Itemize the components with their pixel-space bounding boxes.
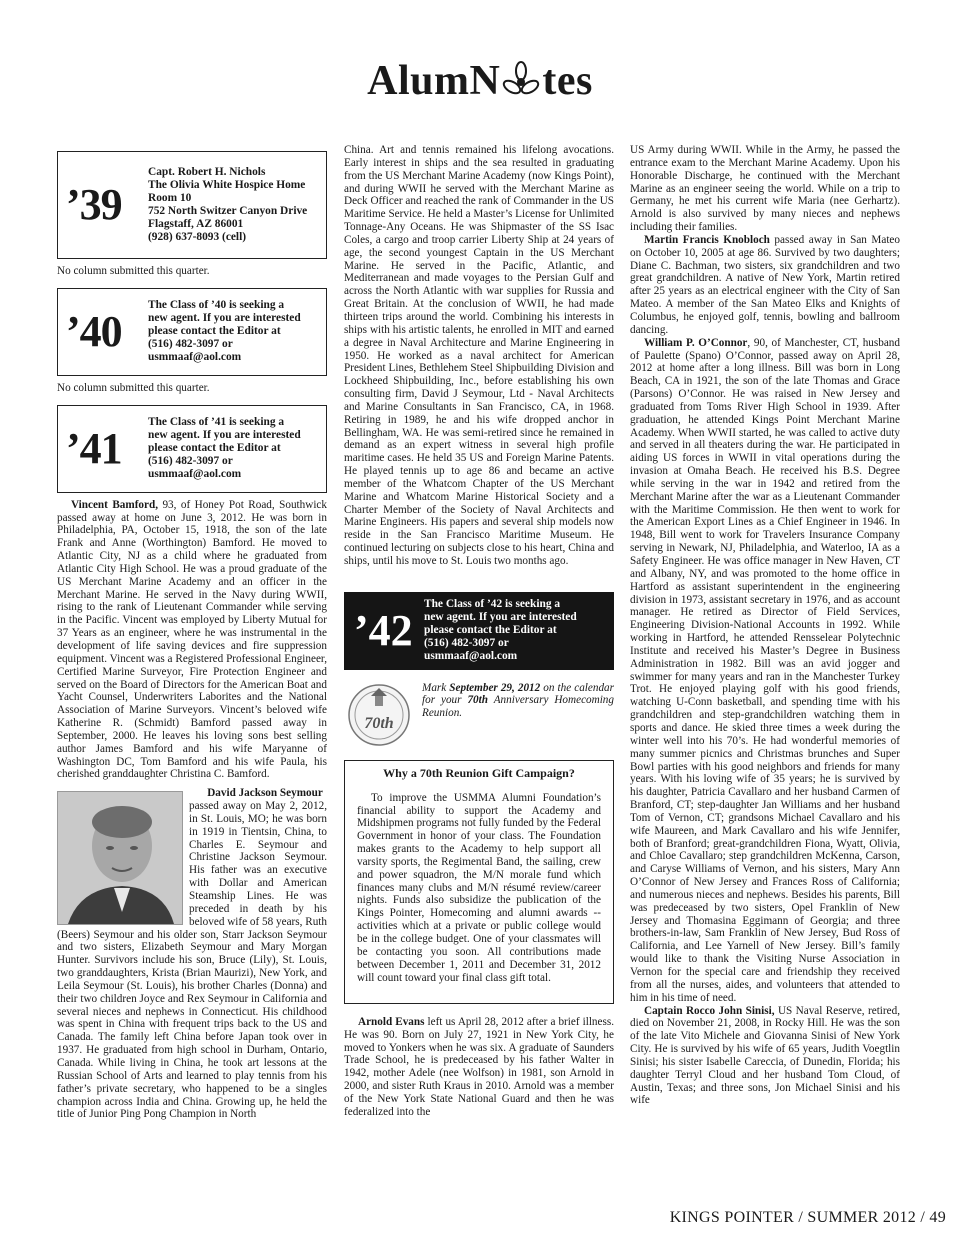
obituary-text: US Naval Reserve, retired, died on November 21, 2008, in Rocky Hill. He was the son of the late Vito Michele and Giovanna Sinisi of New York City. He is survived by his wife of 65 years, Judith Voegtlin Sinisi; his sister Isabelle Careccia, of Dunedin, Florida; his daughter Terryl Cloud and her husband Tom Cloud, of Austin, Texas; and three sons, Jon Michael Sinisi and his wife <box>630 1004 900 1107</box>
reunion-note-text: Mark <box>422 681 450 694</box>
agent-line: The Olivia White Hospice Home <box>148 179 306 191</box>
column-1 <box>57 144 327 1121</box>
column-2 <box>344 144 614 1119</box>
obituary-name: Arnold Evans <box>358 1015 425 1028</box>
obituary-seymour <box>57 781 327 1121</box>
agent-line: usmmaaf@aol.com <box>148 351 242 364</box>
obituary-text: 93, of Honey Pot Road, Southwick passed away at home on June 3, 2012. He was born in Philadelphia, PA, October 15, 1918, the son of the late Frank and Anne (Worthington) Bamford. He moved to Atlantic City, NJ as a child where he graduated from Atlantic City High School. He was a proud graduate of the US Merchant Marine Academy and an officer in the Merchant Marine. He served in the Navy during WWII, rising to the rank of Lieutenant Commander while serving in the Pacific. Vincent was employed by Liberty Mutual for 37 Years as an engineer, where he was instrumental in the development of life saving devices and fire suppression equipment. Vincent was a Registered Professional Engineer, Certified Marine Surveyor, Fire Protection Engineer and served on the Board of Directors for the American Boat and Yacht Counsel, Underwriters Laborites and the National Association of Marine Surveyors. Vincent’s beloved wife Katherine R. (Schmidt) Bamford passed away in September, 2000. He leaves his loving sons best selling author James Bamford and his wife Maryanne of Washington DC, Tom Bamford and his wife Paula, his cherished granddaughter Christina C. Bamford. <box>57 498 327 781</box>
agent-line: usmmaaf@aol.com <box>424 650 518 663</box>
obituary-text: , 90, of Manchester, CT, husband of Paulette (Spano) O’Connor, passed away on April 28, 2012 at home after a long illness. Bill was born in Long Beach, CA in 1921, the son of the late Thomas and Grace (Parsons) O’Connor. He was raised in New Jersey and graduated from Toms River High School in 1939. After graduation, he attended Kings Point Merchant Marine Academy. When WWII started, he was called to active duty and served in all theaters during the war. He participated in aiding US forces in WWII in vital operations during the invasion at Omaha Beach. He received his B.S. Degree while serving in the war in 1942 and retired from the Merchant Marine after the war as a Lieutenant Commander with the Maritime Commission. He then went to work for the American Export Lines as a Chief Engineer in 1946. In 1948, Bill went to work for Travelers Insurance Company serving in Newark, NJ, Philadelphia, and Waterloo, IA as a Safety Engineer. He was office manager in New Haven, CT and Albany, NY, and was promoted to the home office in Hartford as assistant superintendent in the engineering division in 1973, assistant secretary in 1976, and as account manager. He retired as Director of Field Services, Engineering Division-National Accounts in 1992. While working in Hartford, he attended Rensselear Polytechnic Institute and received his Master’s Degree in Business Administration in 1982. Bill was an avid jogger and swimmer for many years and ran in the Manchester Turkey Trot. He enjoyed playing golf with his good friends, watching U-Conn basketball, and spending time with his grandchildren and step-grandchildren watching them in sports and dance. He skied three times a week during the winter well into his 70’s. He had wonderful memories of many summer picnics and Christmas brunches and Super Bowl parties with his good neighbors and friends for many years. With his loving wife of 35 years; he is survived by his daughter, Patricia Cavallaro and her husband Carmen of Branford, CT; step-daughter Jan Williams and her husband Tom of Vernon, CT; grandsons Michael Cavallaro and his wife Maureen, and Mark Cavallaro and his wife Jennifer, both of Branford; great-grandchildren Fiona, Wyatt, Olivia, and Chloe Cavallaro; step grandchildren McKenna, Carson, and Caryse Williams of Vernon, and his sisters, Mary Ann O’Connor of New Jersey and Frances Ross of California; and numerous nieces and nephews. Besides his parents, Bill was predeceased by two sisters, Opel Franklin of New Jersey and Thomasina Eggimann of Georgia; and three brothers-in-law, Sam Franklin of New Jersey, Bud Ross of California, and Lee Yarnell of New Jersey. Bill’s family would like to thank the Visiting Nurse Association in Vernon for the special care and friendship they received from all the nurses, aides, and volunteers that attended to him in his time of need. <box>630 336 900 1004</box>
agent-line: please contact the Editor at <box>148 325 281 338</box>
gift-campaign-box <box>344 760 614 1004</box>
agent-line: new agent. If you are interested <box>424 611 577 624</box>
seymour-portrait-photo <box>57 791 183 925</box>
class-year: ’42 <box>354 605 413 655</box>
column-3 <box>630 144 900 1107</box>
obituary-evans <box>344 1016 614 1119</box>
obituary-text: China. Art and tennis remained his lifelong avocations. Early interest in ships and the sea resulted in graduating from the US Merchant Marine Academy (now Kings Point), and during WWII he served with the Merchant Marine as Deck Officer and reached the rank of Commander in the US Maritime Service. He held a Master’s License for Unlimited Tonnage-Any Oceans. He was Shipmaster of the SS Isac Coles, a cargo and troop carrier Liberty Ship at 24 years of age, the second youngest Captain in the US Merchant Marine. He served in the Pacific, Atlantic, and Mediterranean and made voyages to the Persian Gulf and across the North Atlantic with war supplies for Russia and Great Britain. At the conclusion of WWII, he had made thirteen trips around the world. Combining his interests in ships with his artistic talents, he enrolled in MIT and earned a degree in Naval Architecture and Marine Engineering in 1950. He worked as a naval architect for American President Lines, Bethlehem Steel Shipbuilding Division and Lockheed Shipbuilding, Inc., before establishing his own consulting firm, David J Seymour, Ltd - Naval Architects and Marine Consultants in San Francisco, CA, in 1968. Retiring in 1989, he and his wife dropped anchor in Bellingham, WA. He was semi-retired since he remained in demand as an expert witness in several high profile maritime cases. He held 35 US and Foreign Marine Patents. He played tennis up to age 86 and became an active member of the Whatcom Chapter of the US Merchant Marine and Whatcom Marine Historical Society and a Charter Member of the Society of Naval Architects and Marine Engineers. His papers and several ship models now reside in the San Francisco Maritime Museum. He continued lecturing on subjects close to his heart, China and ships, until his move to St. Louis two months ago. <box>344 144 614 567</box>
reunion-anniversary: 70th <box>467 694 488 707</box>
agent-line: please contact the Editor at <box>424 624 557 637</box>
agent-line: usmmaaf@aol.com <box>148 468 242 481</box>
class-40-box <box>57 288 327 376</box>
class-39-box <box>57 151 327 259</box>
obituary-name: Vincent Bamford, <box>71 498 158 511</box>
class-42-box <box>344 592 614 670</box>
obituary-text: passed away on May 2, 2012, in St. Louis, MO; he was born in 1919 in Tientsin, China, to Charles E. Seymour and Christine Jackson Seymour. His father was an executive with Dollar and American Steamship Lines. He was preceded in death by his beloved wife of 58 years, Ruth (Beers) Seymour and his older son, Starr Jackson Seymour and two sisters, Elizabeth Seymour and Mary Morgan Hunter. Survivors include his son, Bruce (Lily), St. Louis, two granddaughters, Krista (Brian Maurizi), New York, and Leila Seymour (St. Louis), his brother Charles (Donna) and their two children Joyce and Rex Seymour in California and several nieces and nephews in Connecticut. His childhood was spent in China with frequent trips back to the US and Canada. The family left China before Japan took over in 1937. He graduated from high school in Durham, Ontario, Canada. While living in China, he took art lessons at the Russian School of Arts and learned to play tennis from his father’s private secretary, who happened to be a singles champion across India and China. Growing up, he held the title of Junior Ping Pong Champion in North <box>57 800 327 1121</box>
agent-line: Capt. Robert H. Nichols <box>148 166 266 178</box>
class-agent-info <box>148 416 301 481</box>
obituary-name: Martin Francis Knobloch <box>644 233 770 246</box>
agent-line: new agent. If you are interested <box>148 312 301 325</box>
obituary-text: left us April 28, 2012 after a brief illness. He was 90. Born on July 27, 1921 in New York City, he moved to Yonkers when he was six. A graduate of Saunders Trade School, he is predeceased by his father Walter in 1942, mother Adele (nee Wolfson) in 1981, son Arnold in 2000, and sister Ruth Kraus in 2010. Arnold was a member of the New York State National Guard and then he was federalized into the <box>344 1015 614 1118</box>
class-agent-info <box>424 598 577 663</box>
no-column-note: No column submitted this quarter. <box>57 265 210 277</box>
portrait-icon <box>58 792 182 924</box>
anniversary-seal-icon <box>344 682 414 748</box>
agent-line: (928) 637-8093 (cell) <box>148 231 247 243</box>
masthead-title <box>0 56 960 106</box>
obituary-bamford <box>57 499 327 782</box>
obituary-knobloch <box>630 234 900 337</box>
obituary-oconnor <box>630 337 900 1005</box>
class-agent-info <box>148 299 301 364</box>
obituary-name: Captain Rocco John Sinisi, <box>644 1004 775 1017</box>
reunion-note <box>422 682 614 720</box>
obituary-text: US Army during WWII. While in the Army, he passed the entrance exam to the Merchant Marine Academy. Upon his Honorable Discharge, he continued with the Merchant Marine as an engineer seeing the world. While on a trip to Germany, he met his current wife Maria (nee Gerhartz). Arnold is also survived by many nieces and nephews including their families. <box>630 144 900 234</box>
reunion-note-text: on the calendar for your <box>422 681 615 707</box>
class-agent-info <box>148 166 307 244</box>
reunion-note-text: Anniversary Homecoming Reunion. <box>422 694 614 720</box>
agent-line: (516) 482-3097 or <box>424 637 509 650</box>
page-footer: KINGS POINTER / SUMMER 2012 / 49 <box>669 1209 946 1226</box>
reunion-notice <box>344 682 614 748</box>
agent-line: new agent. If you are interested <box>148 429 301 442</box>
no-column-note: No column submitted this quarter. <box>57 381 210 394</box>
obituary-name: William P. O’Connor <box>644 336 748 349</box>
reunion-date: September 29, 2012 <box>449 681 541 694</box>
obituary-sinisi <box>630 1005 900 1108</box>
masthead-right: tes <box>542 58 593 104</box>
gift-campaign-title: Why a 70th Reunion Gift Campaign? <box>383 765 575 780</box>
agent-line: Flagstaff, AZ 86001 <box>148 218 244 230</box>
agent-line: Room 10 <box>148 192 192 204</box>
class-year: ’40 <box>66 306 122 356</box>
agent-line: The Class of ’40 is seeking a <box>148 299 285 312</box>
agent-line: The Class of ’42 is seeking a <box>424 598 561 611</box>
class-year: ’39 <box>66 180 122 229</box>
masthead-left: AlumN <box>367 58 501 104</box>
seal-label: 70th <box>364 714 394 732</box>
agent-line: (516) 482-3097 or <box>148 338 233 351</box>
class-41-box <box>57 405 327 493</box>
agent-line: (516) 482-3097 or <box>148 455 233 468</box>
agent-line: please contact the Editor at <box>148 442 281 455</box>
agent-line: 752 North Switzer Canyon Drive <box>148 205 308 217</box>
class-year: ’41 <box>66 423 122 473</box>
agent-line: The Class of ’41 is seeking a <box>148 416 285 429</box>
obituary-name: David Jackson Seymour <box>207 787 323 800</box>
propeller-icon <box>501 60 541 100</box>
obituary-text: passed away in San Mateo on October 10, 2005 at age 86. Survived by two daughters; Diane C. Bachman, two sisters, six grandchildren and two great grandchildren. A native of New York, Martin retired after 25 years as an electrical engineer with the City of San Mateo. A member of the San Mateo Elks and Knights of Columbus, he enjoyed golf, tennis, bowling and ballroom dancing. <box>630 233 900 336</box>
gift-campaign-body: To improve the USMMA Alumni Foundation’s financial ability to support the Academy and Midshipmen programs not fully funded by the Federal Government in honor of your class. The Foundation makes grants to the Academy to help support all varsity sports, the Regimental Band, the sailing, crew and power squadron, the M/N morale fund which finances many clubs and M/N résumé review/career nights. Funds also subsidize the publication of the Kings Pointer, Homecoming and alumni awards -- activities which at a private or public college would be in the college budget. One of your classmates will be contacting you soon. All contributions made between December 1, 2011 and December 31, 2012 will count toward your final class gift total. <box>357 791 601 984</box>
